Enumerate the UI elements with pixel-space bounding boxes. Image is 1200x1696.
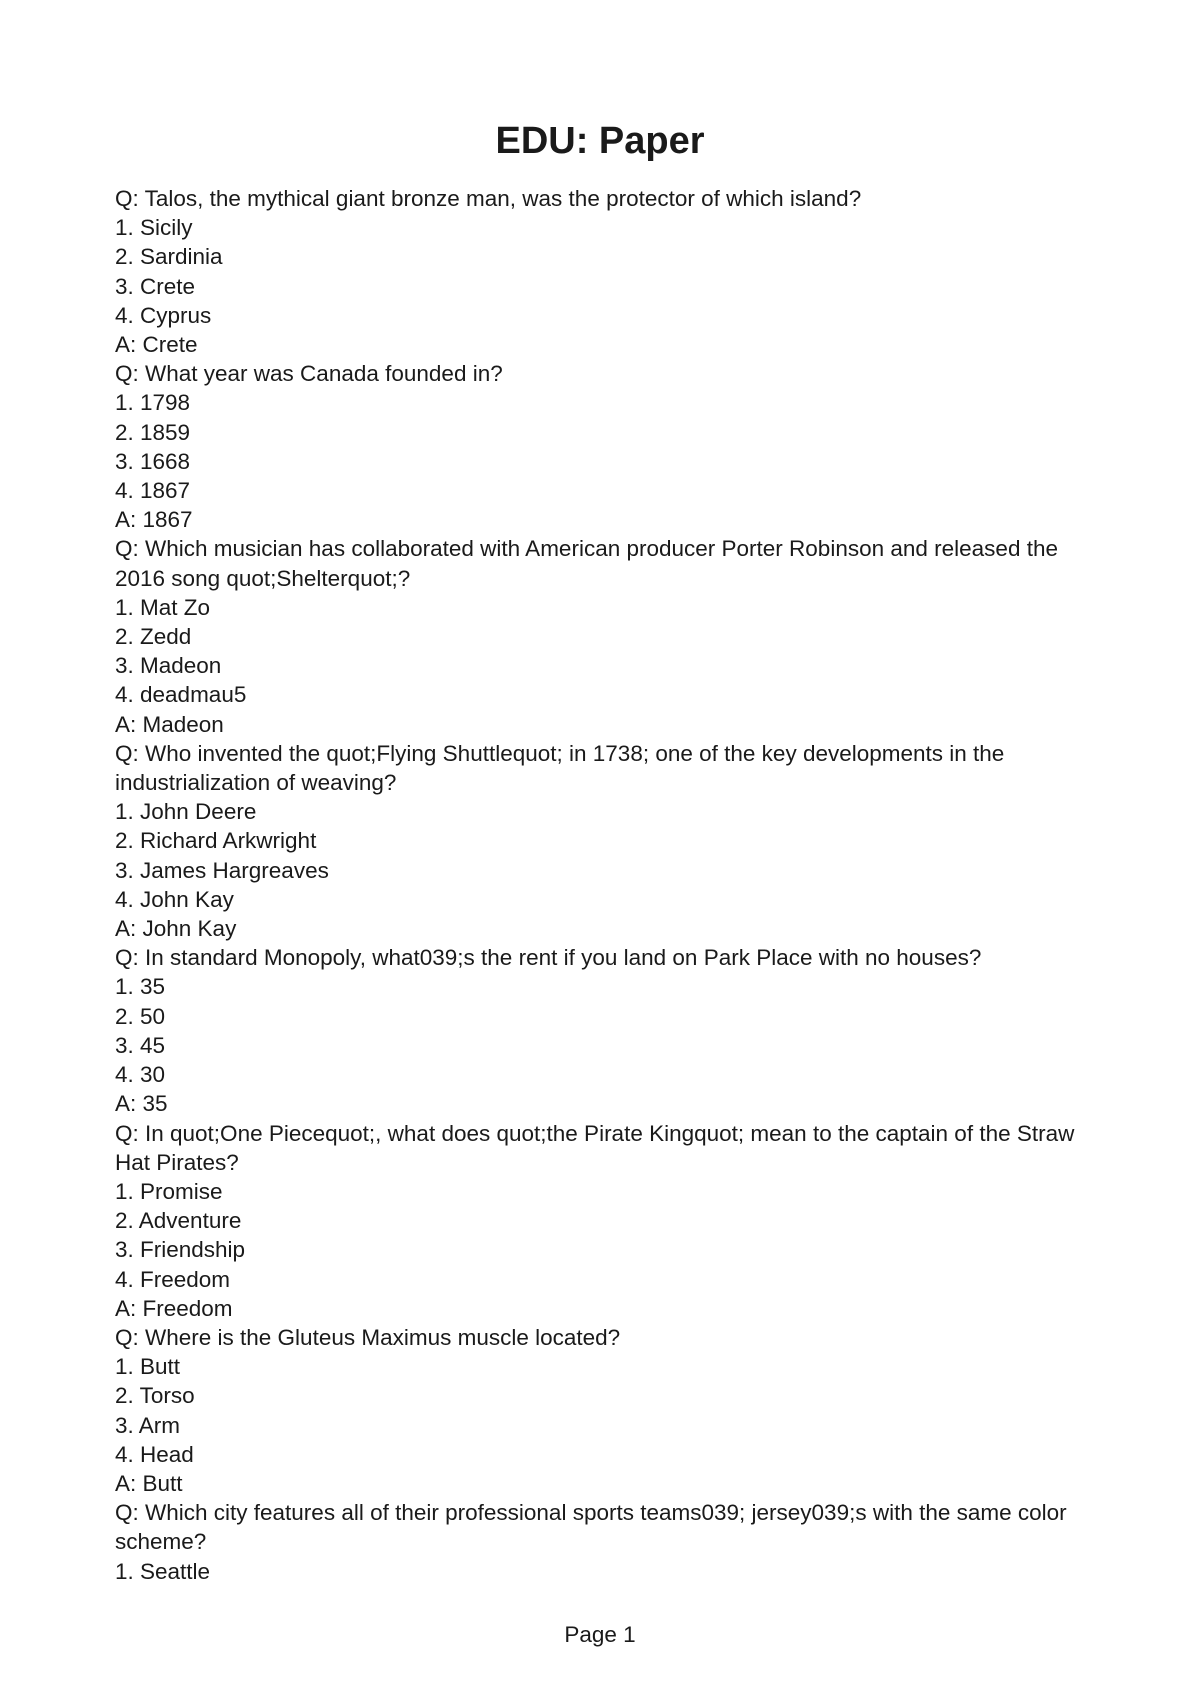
page-number: Page 1 <box>564 1622 636 1647</box>
question-text: Q: In standard Monopoly, what039;s the rent if you land on Park Place with no houses? <box>115 945 982 971</box>
question-block <box>115 943 1105 1118</box>
correct-answer: A: 35 <box>115 1091 168 1117</box>
question-block <box>115 359 1105 534</box>
answer-option: 4. John Kay <box>115 886 234 912</box>
correct-answer: A: Butt <box>115 1470 183 1496</box>
question-text: Q: Talos, the mythical giant bronze man, was the protector of which island? <box>115 186 862 211</box>
question-block <box>115 534 1105 738</box>
question-text: Q: Which musician has collaborated with American producer Porter Robinson and released the 2016 song quot;Shelterquot;? <box>115 536 1065 591</box>
answer-option: 2. Sardinia <box>115 244 223 270</box>
question-text: Q: In quot;One Piecequot;, what does quot;the Pirate Kingquot; mean to the captain of the Straw Hat Pirates? <box>115 1120 1081 1175</box>
answer-option: 2. Zedd <box>115 624 192 650</box>
answer-option: 4. Head <box>115 1441 194 1467</box>
answer-option: 1. Seattle <box>115 1558 211 1584</box>
correct-answer: A: 1867 <box>115 507 193 533</box>
correct-answer: A: Freedom <box>115 1295 233 1321</box>
question-text: Q: Which city features all of their professional sports teams039; jersey039;s with the same color scheme? <box>115 1500 1073 1555</box>
answer-option: 2. Torso <box>115 1383 195 1409</box>
question-text: Q: Where is the Gluteus Maximus muscle located? <box>115 1324 621 1350</box>
question-text: Q: Who invented the quot;Flying Shuttlequot; in 1738; one of the key developments in the industrialization of weaving? <box>115 740 1011 796</box>
question-block <box>115 1323 1105 1498</box>
correct-answer: A: Madeon <box>115 711 224 737</box>
answer-option: 1. 1798 <box>115 390 191 416</box>
correct-answer: A: Crete <box>115 332 198 358</box>
answer-option: 2. Adventure <box>115 1208 242 1234</box>
answer-option: 1. Butt <box>115 1354 181 1380</box>
page-title: EDU: Paper <box>495 120 705 162</box>
answer-option: 4. deadmau5 <box>115 682 247 708</box>
answer-option: 3. Friendship <box>115 1237 246 1263</box>
answer-option: 1. John Deere <box>115 799 257 825</box>
answer-option: 3. Crete <box>115 273 196 299</box>
answer-option: 1. 35 <box>115 974 166 1000</box>
question-block <box>115 739 1105 943</box>
answer-option: 2. Richard Arkwright <box>115 828 317 854</box>
question-block <box>115 184 1105 359</box>
answer-option: 3. Madeon <box>115 653 222 679</box>
answer-option: 1. Mat Zo <box>115 594 211 620</box>
question-text: Q: What year was Canada founded in? <box>115 361 503 387</box>
answer-option: 4. 1867 <box>115 478 191 504</box>
question-block <box>115 1498 1105 1586</box>
answer-option: 2. 1859 <box>115 419 191 445</box>
correct-answer: A: John Kay <box>115 916 237 942</box>
answer-option: 1. Promise <box>115 1178 223 1204</box>
question-list <box>115 184 1105 1586</box>
question-block <box>115 1119 1105 1323</box>
answer-option: 4. 30 <box>115 1062 166 1088</box>
answer-option: 3. 1668 <box>115 448 191 474</box>
answer-option: 1. Sicily <box>115 215 193 241</box>
answer-option: 4. Cyprus <box>115 302 212 328</box>
answer-option: 4. Freedom <box>115 1266 231 1292</box>
answer-option: 3. James Hargreaves <box>115 857 329 883</box>
answer-option: 3. Arm <box>115 1412 181 1438</box>
answer-option: 2. 50 <box>115 1003 166 1029</box>
answer-option: 3. 45 <box>115 1032 166 1058</box>
